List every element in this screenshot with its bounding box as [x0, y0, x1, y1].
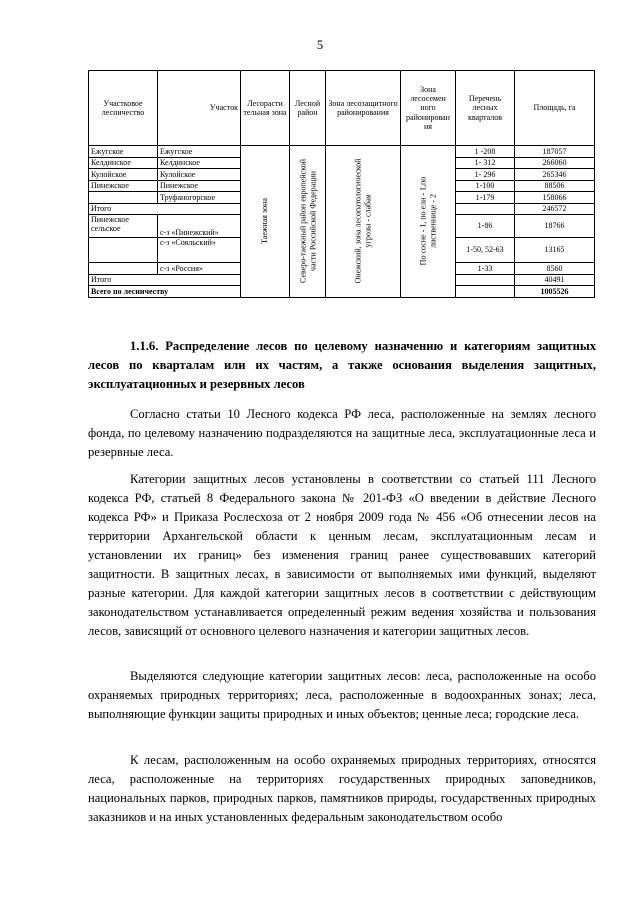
section-heading: 1.1.6. Распределение лесов по целевому назначению и категориям защитных лесов по кварталам или их частям, а также основания выделения защитных, эксплуатационных и резервных лесов [88, 339, 596, 391]
cell-area: 8560 [515, 263, 595, 275]
header-forestry: Участковое лесничество [89, 71, 158, 146]
cell-site: Ежугское [158, 146, 241, 158]
cell-area: 158066 [515, 192, 595, 204]
cell-total-label: Итого [89, 274, 241, 286]
cell-forestry: Пинежское [89, 180, 158, 192]
header-region: Лесной район [290, 71, 326, 146]
cell-site: Пинежское [158, 180, 241, 192]
cell-forestry [89, 192, 158, 204]
cell-forestry: Пинежское сельское [89, 215, 158, 238]
cell-forestry: Кулойское [89, 169, 158, 181]
cell-area: 266060 [515, 157, 595, 169]
paragraph-3: Выделяются следующие категории защитных лесов: леса, расположенные на особо охраняемых природных территориях; леса, расположенные в водоохранных зонах; леса, выполняющие функции защиты природных и иных объектов; ценные леса; городские леса. [88, 669, 596, 721]
cell-area: 18766 [515, 215, 595, 238]
header-zone: Лесорасти тельная зона [241, 71, 290, 146]
cell-area: 265346 [515, 169, 595, 181]
header-protect-zone: Зона лесозащитного районирования [326, 71, 401, 146]
cell-quarters: 1-179 [456, 192, 515, 204]
cell-quarters: 1- 296 [456, 169, 515, 181]
region-line2: части Российской Федерации [307, 171, 317, 272]
cell-site: с-з «Россия» [158, 263, 241, 275]
region-line1: Северо-таежный район европейской [297, 159, 307, 284]
cell-quarters: 1- 312 [456, 157, 515, 169]
cell-area: 246572 [515, 203, 595, 215]
protect-zone-vertical-cell [326, 146, 401, 298]
cell-quarters: 1 -208 [456, 146, 515, 158]
cell-quarters: 1-33 [456, 263, 515, 275]
cell-forestry [89, 263, 158, 275]
header-site: Участок [158, 71, 241, 146]
cell-quarters: 1-86 [456, 215, 515, 238]
header-area: Площадь, га [515, 71, 595, 146]
cell-forestry: Келдинское [89, 157, 158, 169]
paragraph-1: Согласно статьи 10 Лесного кодекса РФ леса, расположенные на землях лесного фонда, по целевому назначению подразделяются на защитные леса, эксплуатационные леса и резервные леса. [88, 407, 596, 459]
cell-site: Келдинское [158, 157, 241, 169]
cell-forestry [89, 238, 158, 263]
seed-line2: лиственнице - 2 [428, 194, 437, 249]
cell-site: Кулойское [158, 169, 241, 181]
zone-vertical-cell [241, 146, 290, 298]
region-vertical-cell [290, 146, 326, 298]
table-row [89, 146, 595, 158]
cell-grand-total-area: 1005526 [515, 286, 595, 298]
cell-area: 13165 [515, 238, 595, 263]
cell-area: 40491 [515, 274, 595, 286]
cell-quarters: 1-100 [456, 180, 515, 192]
protect-line2: угрозы - слабая [363, 194, 372, 248]
page-number: 5 [316, 38, 324, 52]
cell-area: 187057 [515, 146, 595, 158]
cell-quarters [456, 203, 515, 215]
cell-site: с-з «Пинежский» [158, 215, 241, 238]
cell-area: 88506 [515, 180, 595, 192]
paragraph-2: Категории защитных лесов установлены в соответствии со статьей 111 Лесного кодекса РФ, статьей 8 Федерального закона № 201-ФЗ «О введении в действие Лесного кодекса РФ» и Приказа Рослесхоза от 2 ноября 2009 года № 456 «Об отнесении лесов на территории Архангельской области к ценным лесам, эксплуатационным лесам и установлении их границ» без изменения границ ранее существовавших категорий защитности. В защитных лесах, в зависимости от выполняемых ими функций, выделяют разные категории. Для каждой категории защитных лесов в соответствии с действующим законодательством устанавливается определенный режим ведения хозяйства и пользования лесов, зависящий от основного целевого назначения и категории защитных лесов. [88, 472, 596, 638]
seed-zone-vertical-cell [401, 146, 456, 298]
protect-line1: Онежский, зона лесопатологической [353, 158, 363, 284]
table-header-row [89, 71, 595, 146]
cell-site: Труфаногорское [158, 192, 241, 204]
header-seed-zone: Зона лесосемен ного районирован ия [401, 71, 456, 146]
cell-quarters [456, 286, 515, 298]
cell-forestry: Ежугское [89, 146, 158, 158]
header-quarters: Перечень лесных кварталов [456, 71, 515, 146]
cell-grand-total-label: Всего по лесничеству [89, 286, 241, 298]
cell-quarters [456, 274, 515, 286]
paragraph-4: К лесам, расположенным на особо охраняемых природных территориях, относятся леса, расположенные на территориях государственных природных заповедников, национальных парков, природных парков, памятников природы, государственных природных заказников и на иных установленных федеральным законодательством особо [88, 753, 596, 824]
cell-site: с-з «Сояльский» [158, 238, 241, 263]
cell-total-label: Итого [89, 203, 241, 215]
zone-vertical-text: Таежная зона [260, 198, 270, 245]
seed-line1: По сосне - 1, по ели - 1,по [418, 176, 428, 266]
cell-quarters: 1-50, 52-63 [456, 238, 515, 263]
forestry-table [88, 70, 595, 298]
